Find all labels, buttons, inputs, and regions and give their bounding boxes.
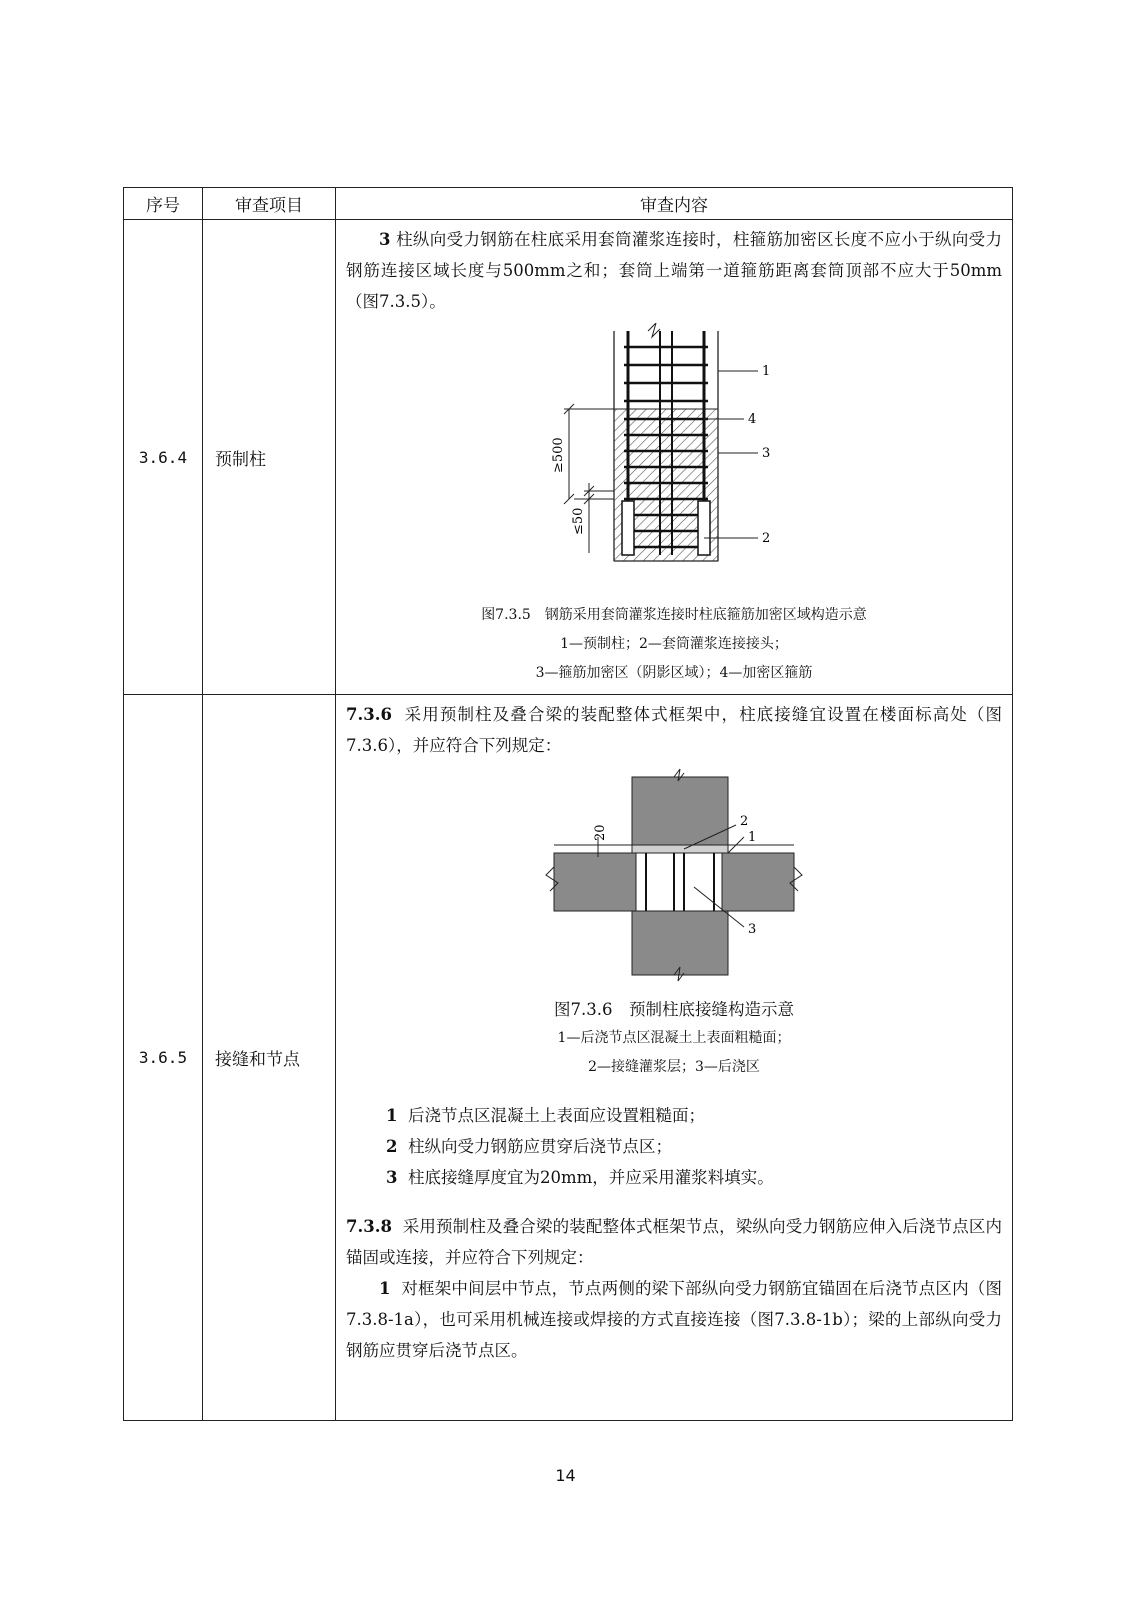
figure-legend-line: 1—后浇节点区混凝土上表面粗糙面； — [557, 1030, 791, 1046]
column-joint-diagram — [544, 767, 804, 985]
label-1: 1 — [762, 364, 771, 379]
label-2: 2 — [740, 814, 749, 829]
figure-legend-line: 2—接缝灌浆层；3—后浇区 — [588, 1059, 760, 1075]
review-table — [123, 187, 1013, 1421]
table-row — [124, 220, 1013, 695]
label-3: 3 — [762, 446, 771, 461]
spacer — [346, 1366, 1002, 1414]
list-text: 柱纵向受力钢筋应贯穿后浇节点区； — [407, 1137, 672, 1156]
row-content — [336, 220, 1013, 695]
page-number: 14 — [555, 1466, 576, 1485]
spacer — [346, 1082, 1002, 1100]
row-number: 3.6.4 — [124, 220, 203, 695]
header-review-item: 审查项目 — [203, 188, 336, 220]
label-3: 3 — [748, 922, 757, 937]
clause-paragraph — [346, 699, 1002, 761]
label-2: 2 — [762, 531, 771, 546]
list-item — [346, 1131, 1002, 1162]
dim-20: 20 — [593, 824, 608, 841]
spacer — [346, 1193, 1002, 1211]
list-number: 3 — [386, 1168, 398, 1187]
figure-legend-line: 1—预制柱；2—套筒灌浆连接接头； — [560, 636, 788, 652]
clause-text: 采用预制柱及叠合梁的装配整体式框架节点，梁纵向受力钢筋应伸入后浇节点区内锚固或连接，并应符合下列规定： — [346, 1217, 1002, 1267]
figure-caption: 图7.3.6 预制柱底接缝构造示意 — [554, 1000, 794, 1019]
row-content — [336, 695, 1013, 1421]
figure-caption: 图7.3.5 钢筋采用套筒灌浆连接时柱底箍筋加密区域构造示意 — [481, 607, 867, 623]
list-item — [346, 1100, 1002, 1131]
clause-number: 1 — [379, 1279, 391, 1298]
clause-paragraph — [346, 1211, 1002, 1273]
clause-text: 柱纵向受力钢筋在柱底采用套筒灌浆连接时，柱箍筋加密区长度不应小于纵向受力钢筋连接区域长度与500mm之和；套筒上端第一道箍筋距离套筒顶部不应大于50mm（图7.3.5）。 — [346, 230, 1003, 311]
table-row — [124, 695, 1013, 1421]
clause-number: 7.3.6 — [346, 705, 392, 724]
row-number: 3.6.5 — [124, 695, 203, 1421]
header-number: 序号 — [124, 188, 203, 220]
list-text: 柱底接缝厚度宜为20mm，并应采用灌浆料填实。 — [407, 1168, 774, 1187]
table-header-row — [124, 188, 1013, 220]
list-number: 2 — [386, 1137, 398, 1156]
list-number: 1 — [386, 1106, 398, 1125]
clause-text: 对框架中间层中节点，节点两侧的梁下部纵向受力钢筋宜锚固在后浇节点区内（图7.3.8-1a），也可采用机械连接或焊接的方式直接连接（图7.3.8-1b）；梁的上部纵向受力钢筋应贯穿后浇节点区。 — [346, 1279, 1002, 1360]
dim-500: ≥500 — [551, 437, 566, 473]
label-1: 1 — [748, 830, 757, 845]
clause-number: 7.3.8 — [346, 1217, 392, 1236]
clause-number: 3 — [379, 230, 391, 249]
list-text: 后浇节点区混凝土上表面应设置粗糙面； — [407, 1106, 705, 1125]
header-review-content: 审查内容 — [336, 188, 1013, 220]
column-stirrup-diagram — [544, 323, 804, 581]
label-4: 4 — [748, 412, 757, 427]
figure-7-3-6 — [346, 767, 1002, 995]
dim-50: ≤50 — [571, 507, 586, 535]
figure-legend-line: 3—箍筋加密区（阴影区域）；4—加密区箍筋 — [535, 665, 813, 681]
clause-paragraph — [346, 1273, 1002, 1366]
clause-paragraph — [346, 224, 1002, 317]
row-item: 接缝和节点 — [203, 695, 336, 1421]
list-item — [346, 1162, 1002, 1193]
row-item: 预制柱 — [203, 220, 336, 695]
clause-text: 采用预制柱及叠合梁的装配整体式框架中，柱底接缝宜设置在楼面标高处（图7.3.6），并应符合下列规定： — [346, 705, 1002, 755]
figure-7-3-5 — [346, 323, 1002, 591]
